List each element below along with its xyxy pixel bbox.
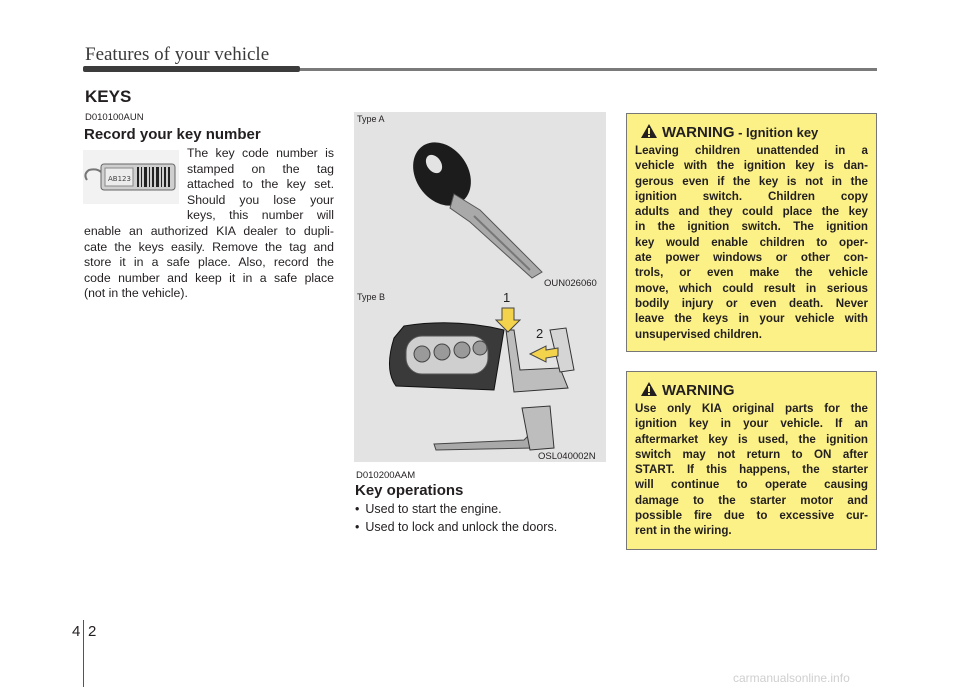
header-bar bbox=[83, 66, 300, 72]
svg-text:AB123: AB123 bbox=[108, 175, 131, 183]
warning-icon bbox=[640, 123, 658, 139]
key-tag-image bbox=[83, 150, 179, 204]
warning-icon bbox=[640, 381, 658, 397]
warning-line: Use only KIA original parts for the bbox=[635, 402, 868, 415]
record-line: (not in the vehicle). bbox=[84, 286, 188, 300]
page-number: 2 bbox=[88, 623, 97, 640]
record-title: Record your key number bbox=[84, 126, 261, 143]
warning-line: leave the keys in your vehicle with bbox=[635, 312, 868, 326]
record-line: cate the keys easily. Remove the tag and bbox=[84, 239, 334, 254]
warning-line: bodily injury or even death. Never bbox=[635, 296, 868, 310]
warning-line: move, which could result in serious bbox=[635, 281, 868, 295]
record-line: store it in a safe place. Also, record the bbox=[84, 255, 334, 269]
type-b-label: Type B bbox=[357, 292, 386, 302]
marker-1: 1 bbox=[503, 290, 511, 305]
operations-title: Key operations bbox=[355, 482, 464, 499]
type-a-label: Type A bbox=[357, 114, 385, 124]
warning-line: possible fire due to excessive cur- bbox=[635, 509, 868, 523]
warning-line: ignition switch. Children copy bbox=[635, 189, 868, 203]
record-line: enable an authorized KIA dealer to dupli- bbox=[84, 224, 334, 238]
warning-line: ignition key in your vehicle. If an bbox=[635, 417, 868, 431]
watermark: carmanualsonline.info bbox=[733, 671, 850, 685]
warning-line: rent in the wiring. bbox=[635, 524, 732, 538]
record-line: stamped on the tag bbox=[187, 161, 334, 176]
type-a-code: OUN026060 bbox=[544, 278, 597, 289]
warning-line: START. If this happens, the starter bbox=[635, 463, 868, 477]
warning-line: adults and they could place the key bbox=[635, 205, 868, 219]
record-line: Should you lose your bbox=[187, 192, 334, 207]
warning-line: vehicle with the ignition key is dan- bbox=[635, 159, 868, 173]
warning-line: will continue to operate causing bbox=[635, 478, 868, 492]
header-rule bbox=[300, 68, 877, 71]
record-code: D010100AUN bbox=[85, 112, 144, 123]
type-b-code: OSL040002N bbox=[538, 451, 596, 462]
warning-title: WARNING - Ignition key bbox=[662, 124, 819, 141]
operations-list bbox=[355, 500, 557, 536]
warning-line: aftermarket key is used, the ignition bbox=[635, 432, 868, 446]
key-type-b-photo bbox=[354, 290, 606, 462]
warning-line: unsupervised children. bbox=[635, 327, 762, 341]
operations-code: D010200AAM bbox=[356, 470, 416, 481]
warning-line: in the ignition switch. The ignition bbox=[635, 220, 868, 234]
list-item: • Used to lock and unlock the doors. bbox=[355, 518, 557, 536]
record-line: The key code number is bbox=[187, 146, 334, 160]
record-line: keys, this number will bbox=[187, 208, 334, 222]
warning-line: Leaving children unattended in a bbox=[635, 144, 868, 157]
section-heading: KEYS bbox=[85, 87, 132, 106]
key-type-a-photo bbox=[354, 112, 606, 290]
warning-line: gerous even if the key is not in the bbox=[635, 174, 868, 188]
page-header-title: Features of your vehicle bbox=[85, 44, 270, 65]
list-item: • Used to start the engine. bbox=[355, 500, 557, 518]
marker-2: 2 bbox=[536, 326, 544, 341]
record-line: attached to the key set. bbox=[187, 177, 334, 191]
warning-title: WARNING bbox=[662, 382, 735, 399]
warning-line: trols, or even make the vehicle bbox=[635, 266, 868, 280]
warning-line: key would enable children to oper- bbox=[635, 235, 868, 249]
chapter-number: 4 bbox=[72, 623, 81, 640]
page-number-divider bbox=[83, 620, 84, 687]
record-line: code number and keep it in a safe place bbox=[84, 270, 334, 285]
warning-line: switch may not return to ON after bbox=[635, 447, 868, 461]
warning-line: damage to the starter motor and bbox=[635, 493, 868, 507]
warning-line: ate power windows or other con- bbox=[635, 251, 868, 265]
